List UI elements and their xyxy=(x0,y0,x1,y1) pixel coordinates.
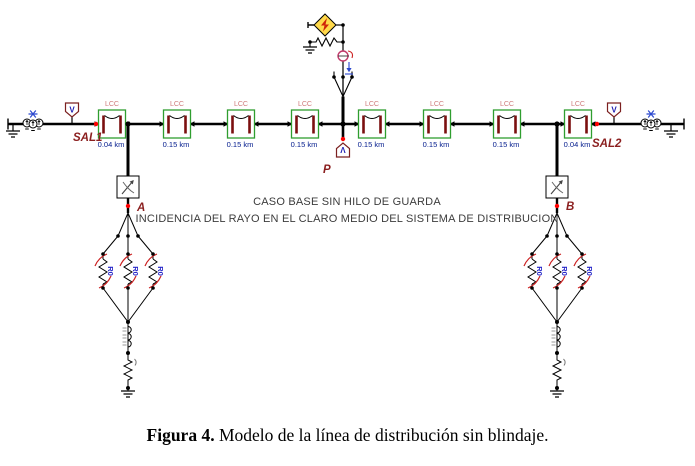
arrester-label: R0 xyxy=(560,266,569,276)
probe-letter: V xyxy=(69,105,75,115)
segment-length: 0.15 km xyxy=(162,140,190,149)
arrester-label: R0 xyxy=(585,266,594,276)
lcc-block-7[interactable] xyxy=(490,101,525,149)
label-a: A xyxy=(137,202,146,214)
lcc-title: LCC xyxy=(570,101,586,108)
lcc-block-4[interactable] xyxy=(288,101,323,149)
ground-impedance-b[interactable] xyxy=(552,323,561,350)
arrester-label: R0 xyxy=(156,266,165,276)
label-b: B xyxy=(566,201,575,213)
lcc-block-2[interactable] xyxy=(160,101,195,149)
segment-length: 0.15 km xyxy=(492,140,520,149)
segment-length: 0.15 km xyxy=(422,140,450,149)
ground-a[interactable] xyxy=(121,391,135,397)
segment-length: 0.04 km xyxy=(97,140,125,149)
lcc-block-8[interactable] xyxy=(561,101,596,149)
arrester-label: R0 xyxy=(535,266,544,276)
branch-b xyxy=(524,124,594,397)
lcc-title: LCC xyxy=(499,101,515,108)
lcc-block-3[interactable] xyxy=(224,101,259,149)
ground-left[interactable] xyxy=(6,131,20,137)
annotation-line-2: INCIDENCIA DEL RAYO EN EL CLARO MEDIO DEL SISTEMA DE DISTRIBUCION xyxy=(135,213,559,225)
transformer-box-a[interactable] xyxy=(117,176,139,198)
lcc-title: LCC xyxy=(429,101,445,108)
segment-length: 0.15 km xyxy=(357,140,385,149)
annotation-line-1: CASO BASE SIN HILO DE GUARDA xyxy=(253,196,441,208)
lightning-source[interactable] xyxy=(308,14,336,36)
ground-impedance-a[interactable] xyxy=(123,323,132,350)
lcc-block-5[interactable] xyxy=(355,101,390,149)
lcc-title: LCC xyxy=(233,101,249,108)
ground-resistor-a[interactable] xyxy=(124,356,136,383)
ground-right[interactable] xyxy=(664,131,678,137)
lcc-block-6[interactable] xyxy=(420,101,455,149)
segment-length: 0.04 km xyxy=(563,140,591,149)
lcc-title: LCC xyxy=(297,101,313,108)
lcc-title: LCC xyxy=(104,101,120,108)
segment-length: 0.15 km xyxy=(290,140,318,149)
voltage-probe-sal1[interactable] xyxy=(66,103,79,117)
ac-source-left[interactable] xyxy=(23,111,43,131)
ac-source-right[interactable] xyxy=(641,111,661,131)
lcc-title: LCC xyxy=(364,101,380,108)
phase-splitter-top[interactable] xyxy=(332,75,354,79)
probe-letter: V xyxy=(611,105,617,115)
lcc-title: LCC xyxy=(169,101,185,108)
probe-letter: V xyxy=(340,145,346,154)
source-resistor-ground[interactable] xyxy=(303,47,317,53)
ground-resistor-b[interactable] xyxy=(553,356,565,383)
transformer-box-b[interactable] xyxy=(546,176,568,198)
figure-caption xyxy=(0,425,695,446)
branch-a xyxy=(95,124,165,397)
voltage-probe-p[interactable] xyxy=(337,143,350,157)
ground-b[interactable] xyxy=(550,391,564,397)
figure-caption-text: Modelo de la línea de distribución sin blindaje. xyxy=(218,425,549,445)
segment-length: 0.15 km xyxy=(226,140,254,149)
current-probe[interactable] xyxy=(338,51,353,61)
label-p: P xyxy=(323,164,331,176)
arrester-label: R0 xyxy=(106,266,115,276)
arrester-label: R0 xyxy=(131,266,140,276)
label-sal1: SAL1 xyxy=(73,132,103,144)
label-sal2: SAL2 xyxy=(592,138,622,150)
voltage-probe-sal2[interactable] xyxy=(608,103,621,117)
figure-caption-label: Figura 4. xyxy=(146,425,215,445)
